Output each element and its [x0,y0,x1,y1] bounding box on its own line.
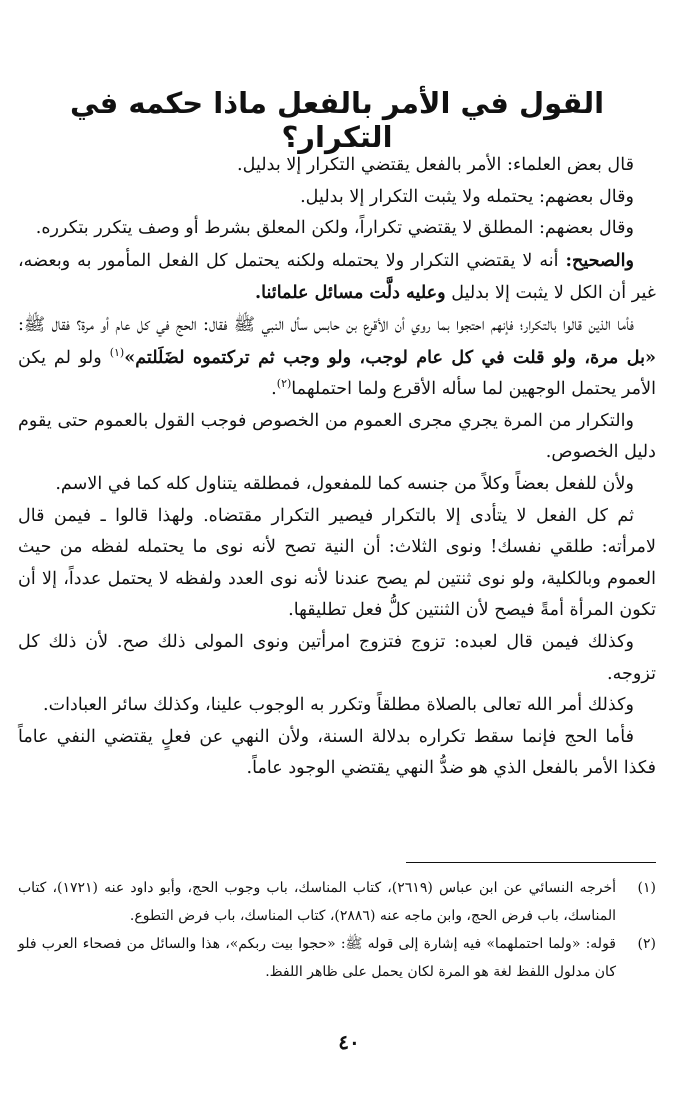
footnote-ref-1[interactable]: (١) [109,345,125,359]
footnote-text: قوله: «ولما احتملهما» فيه إشارة إلى قوله ﷺ: «حجوا بيت ربكم»، هذا والسائل من فصحاء العرب فلو كان مدلول اللفظ لغة هو المرة لكان يحمل على ظاهر اللفظ. [18,936,616,980]
footnote-number: (١) [637,880,656,896]
footnote-number: (٢) [637,936,656,952]
paragraph-5-end: . [271,379,277,400]
hadith-quote: «بل مرة، ولو قلت في كل عام لوجب، ولو وجب ثم تركتموه لضَلَلتم» [124,346,656,368]
main-text [18,150,656,785]
paragraph-6: والتكرار من المرة يجري مجرى العموم من الخصوص فوجب القول بالعموم حتى يقوم دليل الخصوص. [18,410,656,463]
paragraph-9: وكذلك فيمن قال لعبده: تزوج فتزوج امرأتين ونوى المولى ذلك صح. لأن ذلك كل تزوجه. [18,631,656,684]
paragraph-4-tail: وعليه دلَّت مسائل علمائنا. [255,282,446,304]
footnote-ref-2[interactable]: (٢) [276,377,292,391]
paragraph-2: وقال بعضهم: يحتمله ولا يثبت التكرار إلا بدليل. [300,186,634,207]
paragraph-3: وقال بعضهم: المطلق لا يقتضي تكراراً، ولكن المعلق بشرط أو وصف يتكرر بتكرره. [35,218,634,239]
footnote-text: أخرجه النسائي عن ابن عباس (٢٦١٩)، كتاب المناسك، باب وجوب الحج، وأبو داود عنه (١٧٢١)، كتاب المناسك، باب فرض الحج، وابن ماجه عنه (٢٨٨٦)، كتاب المناسك، باب فرض التطوع. [18,880,617,924]
footnote-1 [18,874,656,930]
paragraph-8: ثم كل الفعل لا يتأدى إلا بالتكرار فيصير التكرار مقتضاه. ولهذا قالوا ـ فيمن قال لامرأته: طلقي نفسك! ونوى الثلاث: أن النية تصح لأنه نوى ما يحتمله لفظه من حيث العموم وبالكلية، ولو نوى ثنتين لم يصح عندنا لأنه نوى العدد ولفظه لا يحتمل عدداً، إلا أن تكون المرأة أمةً فيصح لأن الثنتين كلُّ فعل تطليقها. [18,505,656,621]
paragraph-5-text-2: ولو لم يكن الأمر يحتمل الوجهين لما سأله الأقرع ولما احتملهما [18,347,656,400]
footnotes [18,874,656,986]
page-title: القول في الأمر بالفعل ماذا حكمه في التكرار؟ [69,86,605,154]
footnote-divider [406,862,656,863]
paragraph-4-text: أنه لا يقتضي التكرار ولا يحتمله ولكنه يحتمل كل الفعل المأمور به وبعضه، غير أن الكل لا يثبت إلا بدليل [18,250,656,304]
paragraph-4 [18,245,656,310]
correct-view-lead: والصحيح: [565,249,634,271]
page-number: ٤٠ [338,1030,360,1054]
paragraph-7: ولأن للفعل بعضاً وكلاً من جنسه كما للمفعول، فمطلقه يتناول كله كما في الاسم. [55,473,634,494]
paragraph-11: فأما الحج فإنما سقط تكراره بدلالة السنة، ولأن النهي عن فعلٍ يقتضي النفي عاماً فكذا الأمر بالفعل الذي هو ضدُّ النهي يقتضي الوجود عاماً. [18,726,656,779]
footnote-2 [18,930,656,986]
paragraph-1: قال بعض العلماء: الأمر بالفعل يقتضي التكرار إلا بدليل. [237,155,634,175]
paragraph-10: وكذلك أمر الله تعالى بالصلاة مطلقاً وتكرر به الوجوب علينا، وكذلك سائر العبادات. [42,695,634,716]
paragraph-5-text-1: فأما الذين قالوا بالتكرار؛ فإنهم احتجوا بما روي أن الأقرع بن حابس سأل النبي ﷺ فقال: الحج في كل عام أو مرة؟ فقال ﷺ: [18,314,634,335]
paragraph-5 [18,310,656,406]
